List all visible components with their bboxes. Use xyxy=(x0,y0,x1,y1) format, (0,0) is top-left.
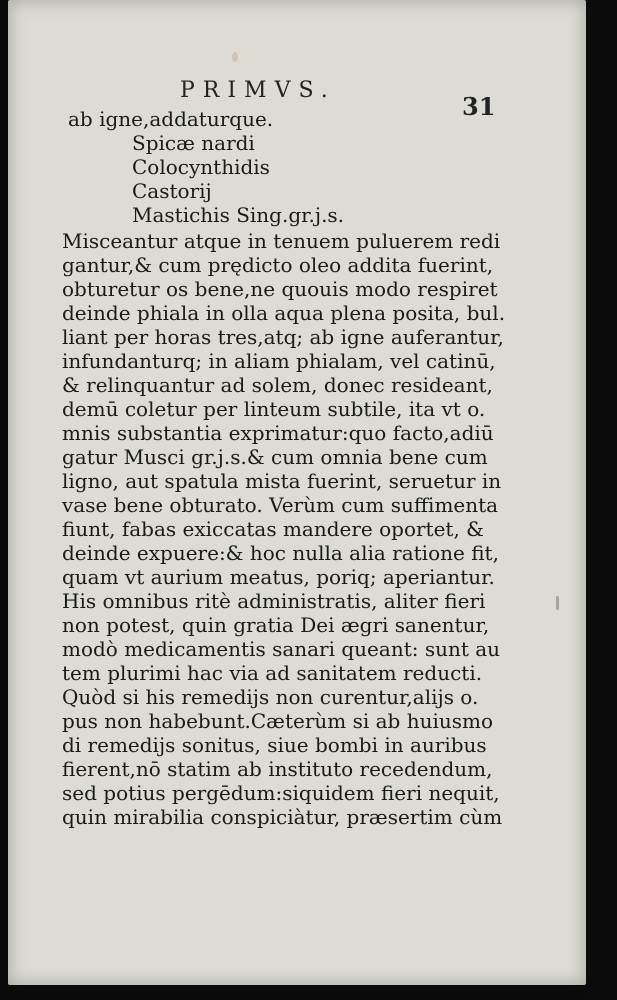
ingredient-line: Mastichis Sing.gr.j.s. xyxy=(132,203,345,227)
body-line: demū coletur per linteum subtile, ita vt o. xyxy=(62,397,486,421)
body-line: sed potius pergēdum:siquidem fieri nequit, xyxy=(62,781,500,805)
body-line: His omnibus ritè administratis, aliter fieri xyxy=(62,589,486,613)
opening-line: ab igne,addaturque. xyxy=(68,107,274,131)
body-line: pus non habebunt.Cæterùm si ab huiusmo xyxy=(62,709,494,733)
margin-mark xyxy=(556,596,559,610)
body-line: modò medicamentis sanari queant: sunt au xyxy=(62,637,501,661)
body-line: obturetur os bene,ne quouis modo respiret xyxy=(62,277,498,301)
ingredient-line: Colocynthidis xyxy=(132,155,270,179)
body-line: fiunt, fabas exiccatas mandere oportet, & xyxy=(62,517,484,541)
body-line: di remedijs sonitus, siue bombi in auribus xyxy=(62,733,487,757)
body-line: ligno, aut spatula mista fuerint, seruetur in xyxy=(62,469,502,493)
body-line: mnis substantia exprimatur:quo facto,adiū xyxy=(62,421,494,445)
body-line: non potest, quin gratia Dei ægri sanentur, xyxy=(62,613,490,637)
body-line: & relinquantur ad solem, donec resideant, xyxy=(62,373,493,397)
body-line: quin mirabilia conspiciàtur, præsertim cùm xyxy=(62,805,503,829)
page-edge xyxy=(586,0,617,1000)
body-line: infundanturq; in aliam phialam, vel catinū, xyxy=(62,349,496,373)
body-line: liant per horas tres,atq; ab igne auferantur, xyxy=(62,325,504,349)
ingredient-line: Castorij xyxy=(132,179,212,203)
body-line: deinde phiala in olla aqua plena posita, bul. xyxy=(62,301,506,325)
ink-smudge xyxy=(232,52,238,62)
page-number: 31 xyxy=(462,92,496,121)
body-line: deinde expuere:& hoc nulla alia ratione fit, xyxy=(62,541,499,565)
ingredient-line: Spicæ nardi xyxy=(132,131,255,155)
body-line: gantur,& cum prędicto oleo addita fuerint, xyxy=(62,253,494,277)
body-line: quam vt aurium meatus, poriq; aperiantur. xyxy=(62,565,495,589)
body-line: vase bene obturato. Verùm cum suffimenta xyxy=(62,493,499,517)
running-head: PRIMVS. xyxy=(180,78,336,103)
body-line: tem plurimi hac via ad sanitatem reducti. xyxy=(62,661,483,685)
body-line: gatur Musci gr.j.s.& cum omnia bene cum xyxy=(62,445,488,469)
body-line: Misceantur atque in tenuem puluerem redi xyxy=(62,229,501,253)
body-line: fierent,nō statim ab instituto recedendum, xyxy=(62,757,493,781)
body-line: Quòd si his remedijs non curentur,alijs o. xyxy=(62,685,479,709)
